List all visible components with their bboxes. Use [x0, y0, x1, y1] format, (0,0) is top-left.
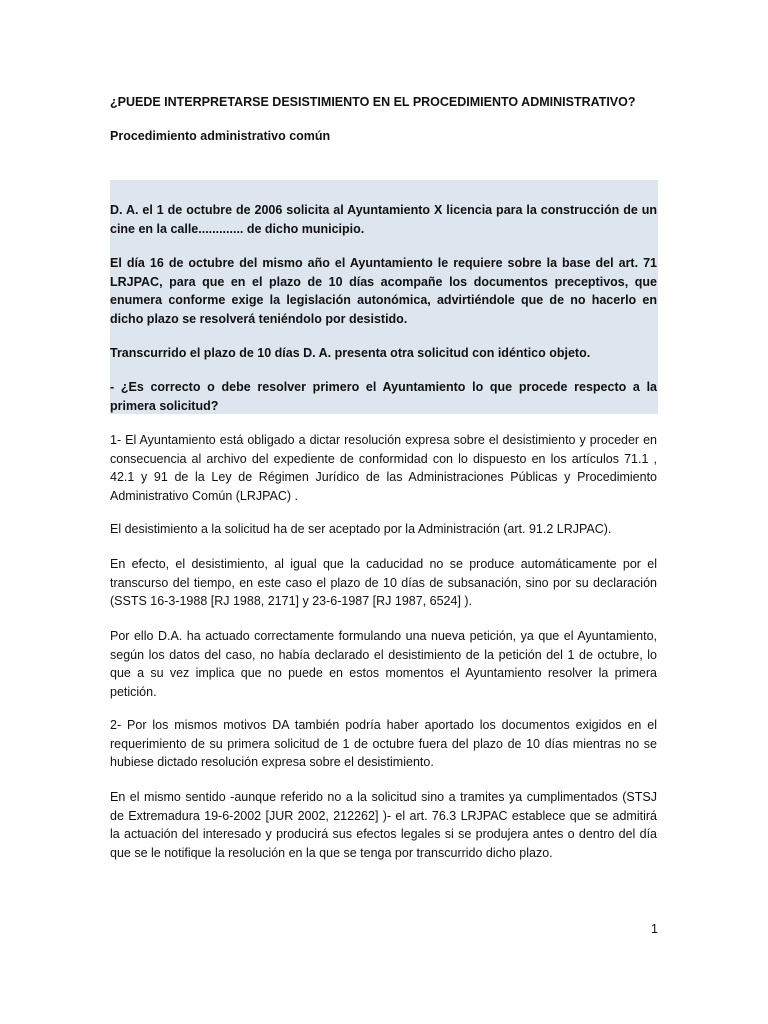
- document-subtitle: Procedimiento administrativo común: [110, 129, 331, 143]
- case-paragraph-3: Transcurrido el plazo de 10 días D. A. presenta otra solicitud con idéntico objeto.: [110, 346, 591, 360]
- answer-paragraph-5: 2- Por los mismos motivos DA también podría haber aportado los documentos exigidos en el requerimiento de su primera solicitud de 1 de octubre fuera del plazo de 10 días mientras no se hubiese dictado resolución expresa sobre el desistimiento.: [110, 718, 657, 769]
- document-title: ¿PUEDE INTERPRETARSE DESISTIMIENTO EN EL PROCEDIMIENTO ADMINISTRATIVO?: [110, 95, 636, 109]
- page-number: 1: [651, 922, 658, 936]
- answer-paragraph-2: El desistimiento a la solicitud ha de ser aceptado por la Administración (art. 91.2 LRJPAC).: [110, 522, 612, 536]
- case-question: - ¿Es correcto o debe resolver primero el Ayuntamiento lo que procede respecto a la primera solicitud?: [110, 380, 657, 413]
- answer-paragraph-6: En el mismo sentido -aunque referido no a la solicitud sino a tramites ya cumplimentados (STSJ de Extremadura 19-6-2002 [JUR 2002, 212262] )- el art. 76.3 LRJPAC establece que se admitirá la actuación del interesado y producirá sus efectos legales si se produjera antes o dentro del día que se le notifique la resolución en la que se tenga por transcurrido dicho plazo.: [110, 790, 657, 860]
- case-paragraph-1: D. A. el 1 de octubre de 2006 solicita al Ayuntamiento X licencia para la construcción de un cine en la calle............. de dicho municipio.: [110, 203, 657, 236]
- answer-paragraph-1: 1- El Ayuntamiento está obligado a dictar resolución expresa sobre el desistimiento y proceder en consecuencia al archivo del expediente de conformidad con lo dispuesto en los artículos 71.1 , 42.1 y 91 de la Ley de Régimen Jurídico de las Administraciones Públicas y Procedimiento Administrativo Común (LRJPAC) .: [110, 433, 657, 503]
- answer-paragraph-3: En efecto, el desistimiento, al igual que la caducidad no se produce automáticamente por el transcurso del tiempo, en este caso el plazo de 10 días de subsanación, sino por su declaración (SSTS 16-3-1988 [RJ 1988, 2171] y 23-6-1987 [RJ 1987, 6524] ).: [110, 557, 657, 608]
- case-paragraph-2: El día 16 de octubre del mismo año el Ayuntamiento le requiere sobre la base del art. 71 LRJPAC, para que en el plazo de 10 días acompañe los documentos preceptivos, que enumera conforme exige la legislación autonómica, advirtiéndole que de no hacerlo en dicho plazo se resolverá teniéndolo por desistido.: [110, 256, 657, 326]
- answer-paragraph-4: Por ello D.A. ha actuado correctamente formulando una nueva petición, ya que el Ayuntamiento, según los datos del caso, no había declarado el desistimiento de la petición del 1 de octubre, lo que a su vez implica que no puede en estos momentos el Ayuntamiento resolver la primera petición.: [110, 629, 657, 699]
